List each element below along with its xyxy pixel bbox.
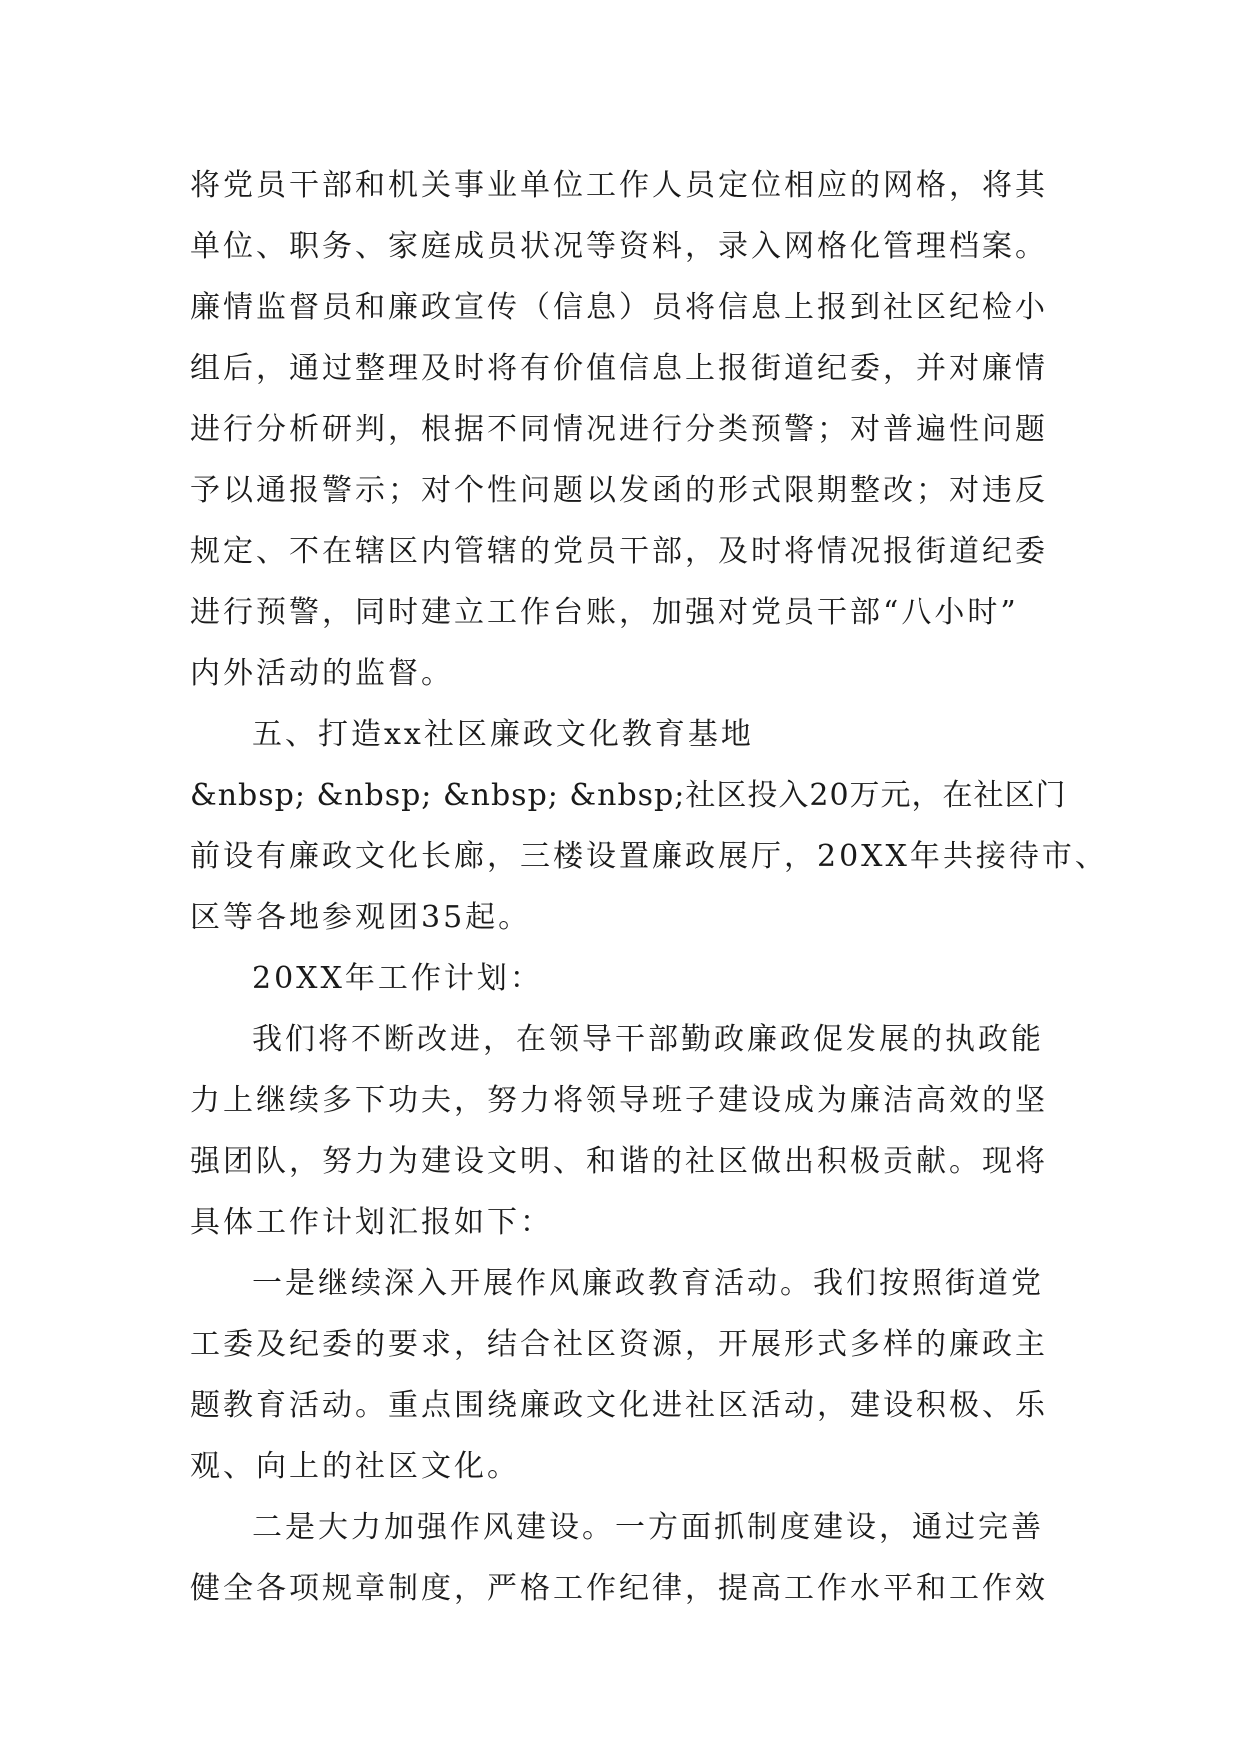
text-line: 具体工作计划汇报如下：	[190, 1205, 553, 1240]
text-line: 规定、不在辖区内管辖的党员干部，及时将情况报街道纪委	[190, 534, 1048, 569]
text-line: 单位、职务、家庭成员状况等资料，录入网格化管理档案。	[190, 229, 1048, 264]
document-body	[190, 155, 1108, 1619]
text-line: 力上继续多下功夫，努力将领导班子建设成为廉洁高效的坚	[190, 1083, 1048, 1118]
text-line: 予以通报警示；对个性问题以发函的形式限期整改；对违反	[190, 473, 1048, 508]
text-line: 区等各地参观团35起。	[190, 900, 532, 935]
text-line: 内外活动的监督。	[190, 656, 454, 691]
text-line: 工委及纪委的要求，结合社区资源，开展形式多样的廉政主	[190, 1327, 1048, 1362]
text-line: 将党员干部和机关事业单位工作人员定位相应的网格，将其	[190, 168, 1048, 203]
text-line: 前设有廉政文化长廊，三楼设置廉政展厅，20XX年共接待市、	[190, 839, 1108, 874]
section-heading: 五、打造xx社区廉政文化教育基地	[252, 717, 754, 752]
text-line: 进行预警，同时建立工作台账，加强对党员干部“八小时”	[190, 595, 1019, 630]
text-line: 观、向上的社区文化。	[190, 1449, 520, 1484]
section-heading: 20XX年工作计划：	[252, 961, 543, 996]
paragraph-start: 二是大力加强作风建设。一方面抓制度建设，通过完善	[252, 1510, 1044, 1545]
text-line: 强团队，努力为建设文明、和谐的社区做出积极贡献。现将	[190, 1144, 1048, 1179]
paragraph-start: 我们将不断改进，在领导干部勤政廉政促发展的执政能	[252, 1022, 1044, 1057]
text-line: 进行分析研判，根据不同情况进行分类预警；对普遍性问题	[190, 412, 1048, 447]
text-line: 题教育活动。重点围绕廉政文化进社区活动，建设积极、乐	[190, 1388, 1048, 1423]
paragraph-start: 一是继续深入开展作风廉政教育活动。我们按照街道党	[252, 1266, 1044, 1301]
text-line: 廉情监督员和廉政宣传（信息）员将信息上报到社区纪检小	[190, 290, 1048, 325]
text-line: 组后，通过整理及时将有价值信息上报街道纪委，并对廉情	[190, 351, 1048, 386]
text-line: &nbsp; &nbsp; &nbsp; &nbsp;社区投入20万元，在社区门	[190, 778, 1067, 813]
text-line: 健全各项规章制度，严格工作纪律，提高工作水平和工作效	[190, 1571, 1048, 1606]
